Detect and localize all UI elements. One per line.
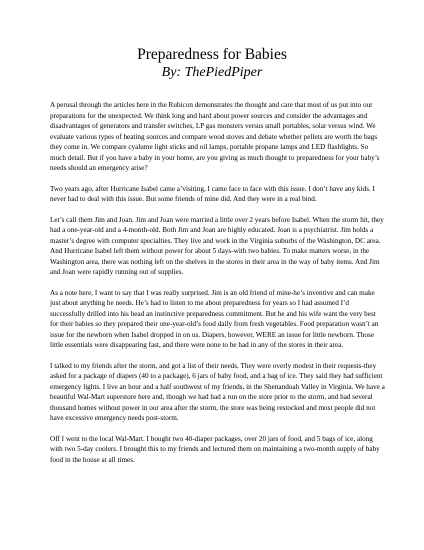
- paragraph-6: Off I went to the local Wal-Mart. I bought two 40-diaper packages, over 20 jars of food, and 5 bags of ice, along with two 5-day coolers. I brought this to my friends and lectured them on maintaining a two-month supply of baby food in the house at all times.: [50, 434, 380, 464]
- document-title: Preparedness for Babies: [137, 46, 287, 63]
- article-body: [50, 100, 385, 475]
- paragraph-1: A perusal through the articles here in the Rubicon demonstrates the thought and care that most of us put into our preparations for the unexpected. We think long and hard about power sources and consider the advantages and disadvantages of generators and transfer switches, LP gas monsters versus small portables, solar versus wind. We evaluate various types of heating sources and compare wood stoves and debate whether pellets are worth the bags they come in. We compare cyalume light sticks and oil lamps, portable propane lamps and LED flashlights. So much detail. But if you have a baby in your home, are you giving as much thought to preparedness for your baby’s needs should an emergency arise?: [50, 101, 380, 172]
- paragraph-3: Let’s call them Jim and Joan. Jim and Joan were married a little over 2 years before Isabel. When the storm hit, they had a one-year-old and a 4-month-old. Both Jim and Joan are highly educated. Joan is a psychiatrist. Jim holds a master’s degree with computer specialties. They live and work in the Virginia suburbs of the Washington, DC area. And Hurricane Isabel left them without power for about 5 days-with two babies. To make matters worse, in the Washington area, there was nothing left on the shelves in the stores in their area in the way of baby items. And Jim and Joan were rapidly running out of supplies.: [50, 215, 384, 276]
- paragraph-2: Two years ago, after Hurricane Isabel came a’visiting, I came face to face with this issue. I don’t have any kids. I never had to deal with this issue. But some friends of mine did. And they were in a real bind.: [50, 184, 375, 203]
- author-byline: By: ThePiedPiper: [161, 65, 263, 80]
- paragraph-5: I talked to my friends after the storm, and got a list of their needs. They were overly modest in their requests-they asked for a package of diapers (40 to a package), 6 jars of baby food, and a bag of ice. They said they had sufficient emergency lights. I live an hour and a half southwest of my friends, in the Shenandoah Valley in Virginia. We have a beautiful Wal-Mart superstore here and, though we had had a run on the store prior to the storm, and had several thousand homes without power in our area after the storm, the store was being restocked and most people did not have excessive emergency needs post-storm.: [50, 361, 385, 422]
- paragraph-4: As a note here, I want to say that I was really surprised. Jim is an old friend of mine-he’s inventive and can make just about anything he needs. He’s had to listen to me about preparedness for years so I had assumed I’d successfully drilled into his head an instinctive preparedness commitment. But he and his wife want the very best for their babies so they prepared their one-year-old’s food daily from fresh vegetables. Food preparation wasn’t an issue for the newborn when Isabel dropped in on us. Diapers, however, WERE an issue for little newborn. Those little essentials were disappearing fast, and there were none to be had in any of the stores in their area.: [50, 288, 379, 349]
